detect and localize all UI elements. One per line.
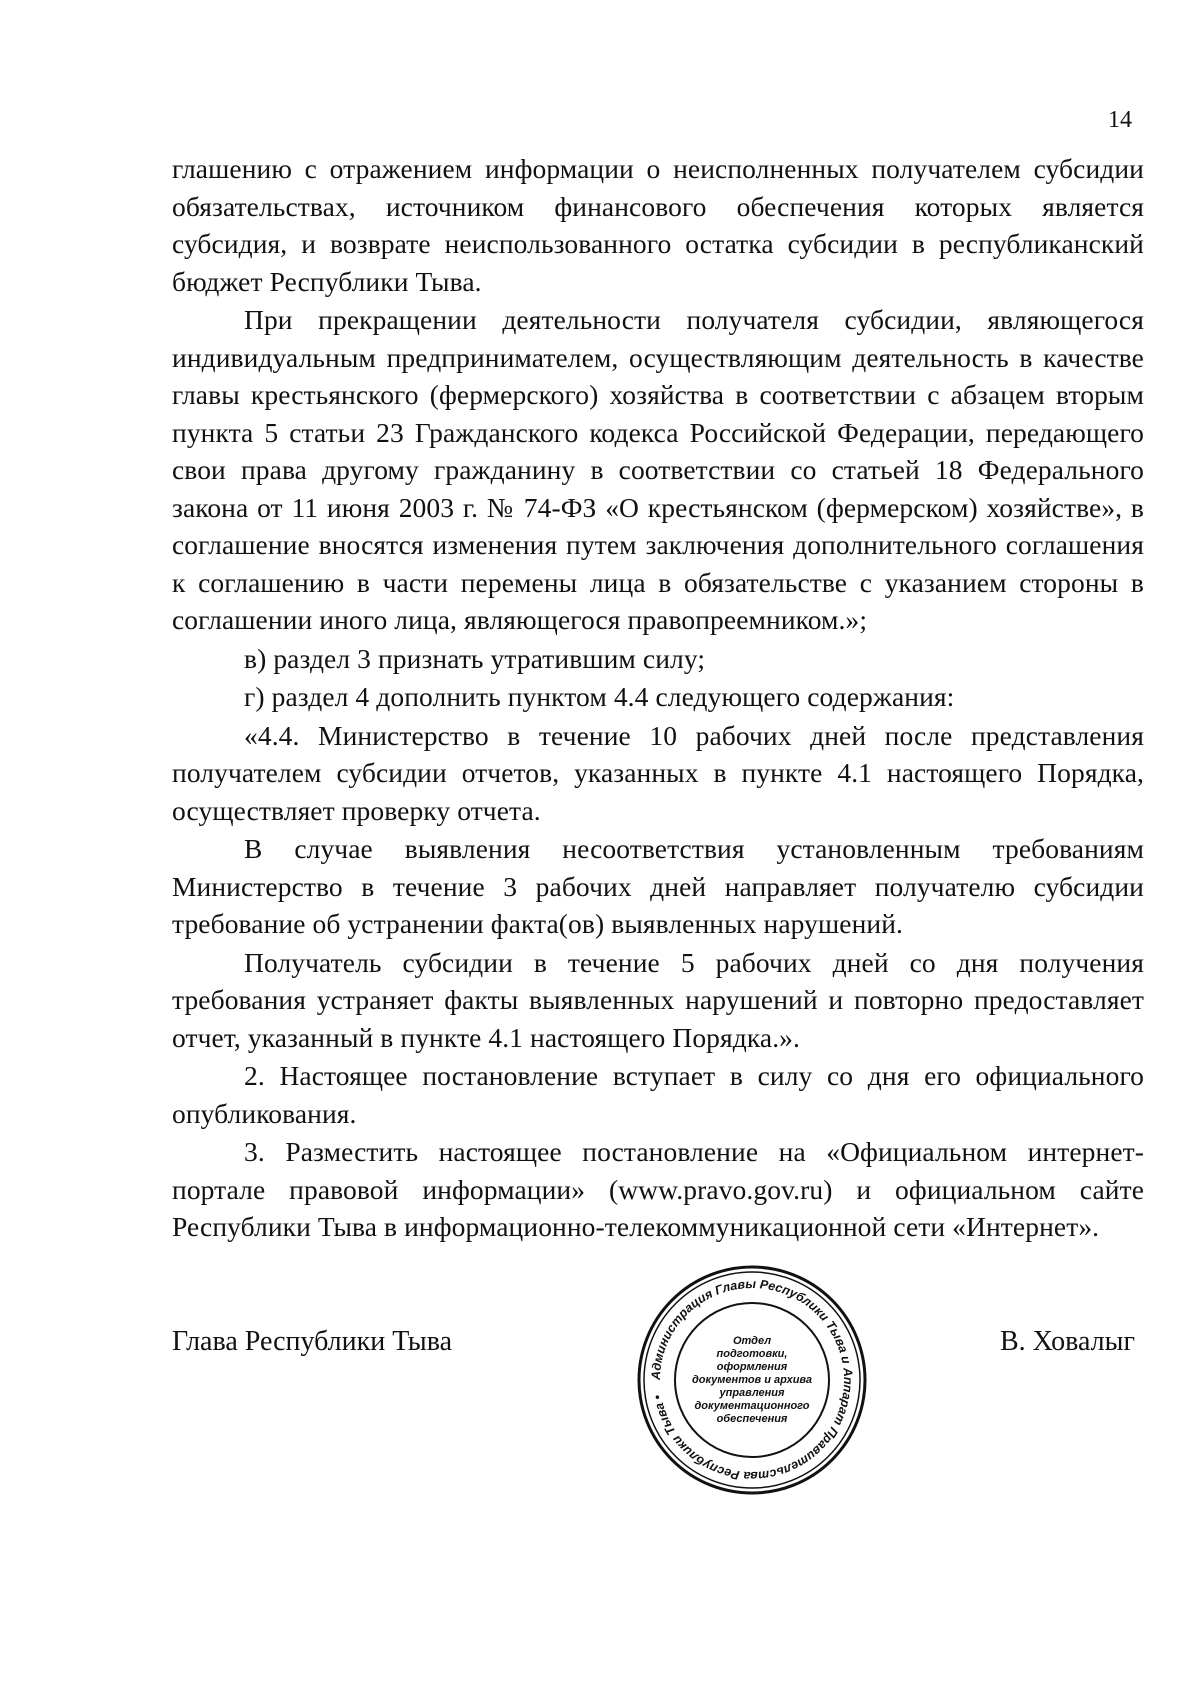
official-seal [634, 1262, 870, 1498]
seal-center-text [634, 1262, 870, 1498]
paragraph: в) раздел 3 признать утратившим силу; [244, 642, 706, 674]
paragraph: «4.4. Министерство в течение 10 рабочих дней после представления получателем субсидии отчетов, указанных в пункте 4.1 настоящего Порядка, осуществляет проверку отчета. [172, 719, 1144, 826]
paragraph: глашению с отражением информации о неисполненных получателем субсидии обязательствах, источником финансового обеспечения которых является субсидия, и возврате неиспользованного остатка субсидии в республиканский бюджет Республики Тыва. [172, 153, 1144, 297]
paragraph: 3. Разместить настоящее постановление на «Официальном интернет-портале правовой информации» (www.pravo.gov.ru) и официальном сайте Республики Тыва в информационно-телекоммуникационной сети «Интернет». [172, 1136, 1144, 1242]
page-number: 14 [1108, 107, 1132, 133]
paragraph: При прекращении деятельности получателя субсидии, являющегося индивидуальным предпринимателем, осуществляющим деятельность в качестве главы крестьянского (фермерского) хозяйства в соответствии с абзацем вторым пункта 5 статьи 23 Гражданского кодекса Российской Федерации, передающего свои права другому гражданину в соответствии со статьей 18 Федерального закона от 11 июня 2003 г. № 74-ФЗ «О крестьянском (фермерском) хозяйстве», в соглашение вносятся изменения путем заключения дополнительного соглашения к соглашению в части перемены лица в обязательстве с указанием стороны в соглашении иного лица, являющегося правопреемником.»; [172, 304, 1144, 635]
paragraph: Получатель субсидии в течение 5 рабочих дней со дня получения требования устраняет факты выявленных нарушений и повторно предоставляет отчет, указанный в пункте 4.1 настоящего Порядка.». [172, 946, 1144, 1053]
seal-line: оформления [716, 1360, 788, 1373]
signer-title: Глава Республики Тыва [172, 1326, 453, 1357]
paragraph: В случае выявления несоответствия установленным требованиям Министерство в течение 3 рабочих дней направляет получателю субсидии требование об устранении факта(ов) выявленных нарушений. [172, 833, 1144, 939]
signature-block [0, 1276, 1200, 1520]
seal-ring-text: Администрация Главы Республики Тыва и Аппарат Правительства Республики Тыва • [648, 1276, 856, 1484]
seal-line: обеспечения [716, 1412, 788, 1425]
seal-line: Отдел [732, 1334, 772, 1347]
seal-line: документационного [694, 1399, 810, 1412]
paragraph: 2. Настоящее постановление вступает в силу со дня его официального опубликования. [172, 1060, 1144, 1129]
document-body [172, 150, 1144, 1247]
seal-line: подготовки, [716, 1347, 788, 1360]
seal-line: документов и архива [691, 1373, 813, 1386]
seal-line: управления [719, 1386, 785, 1399]
paragraph: г) раздел 4 дополнить пунктом 4.4 следующего содержания: [244, 681, 955, 712]
signer-name: В. Ховалыг [1000, 1326, 1135, 1357]
